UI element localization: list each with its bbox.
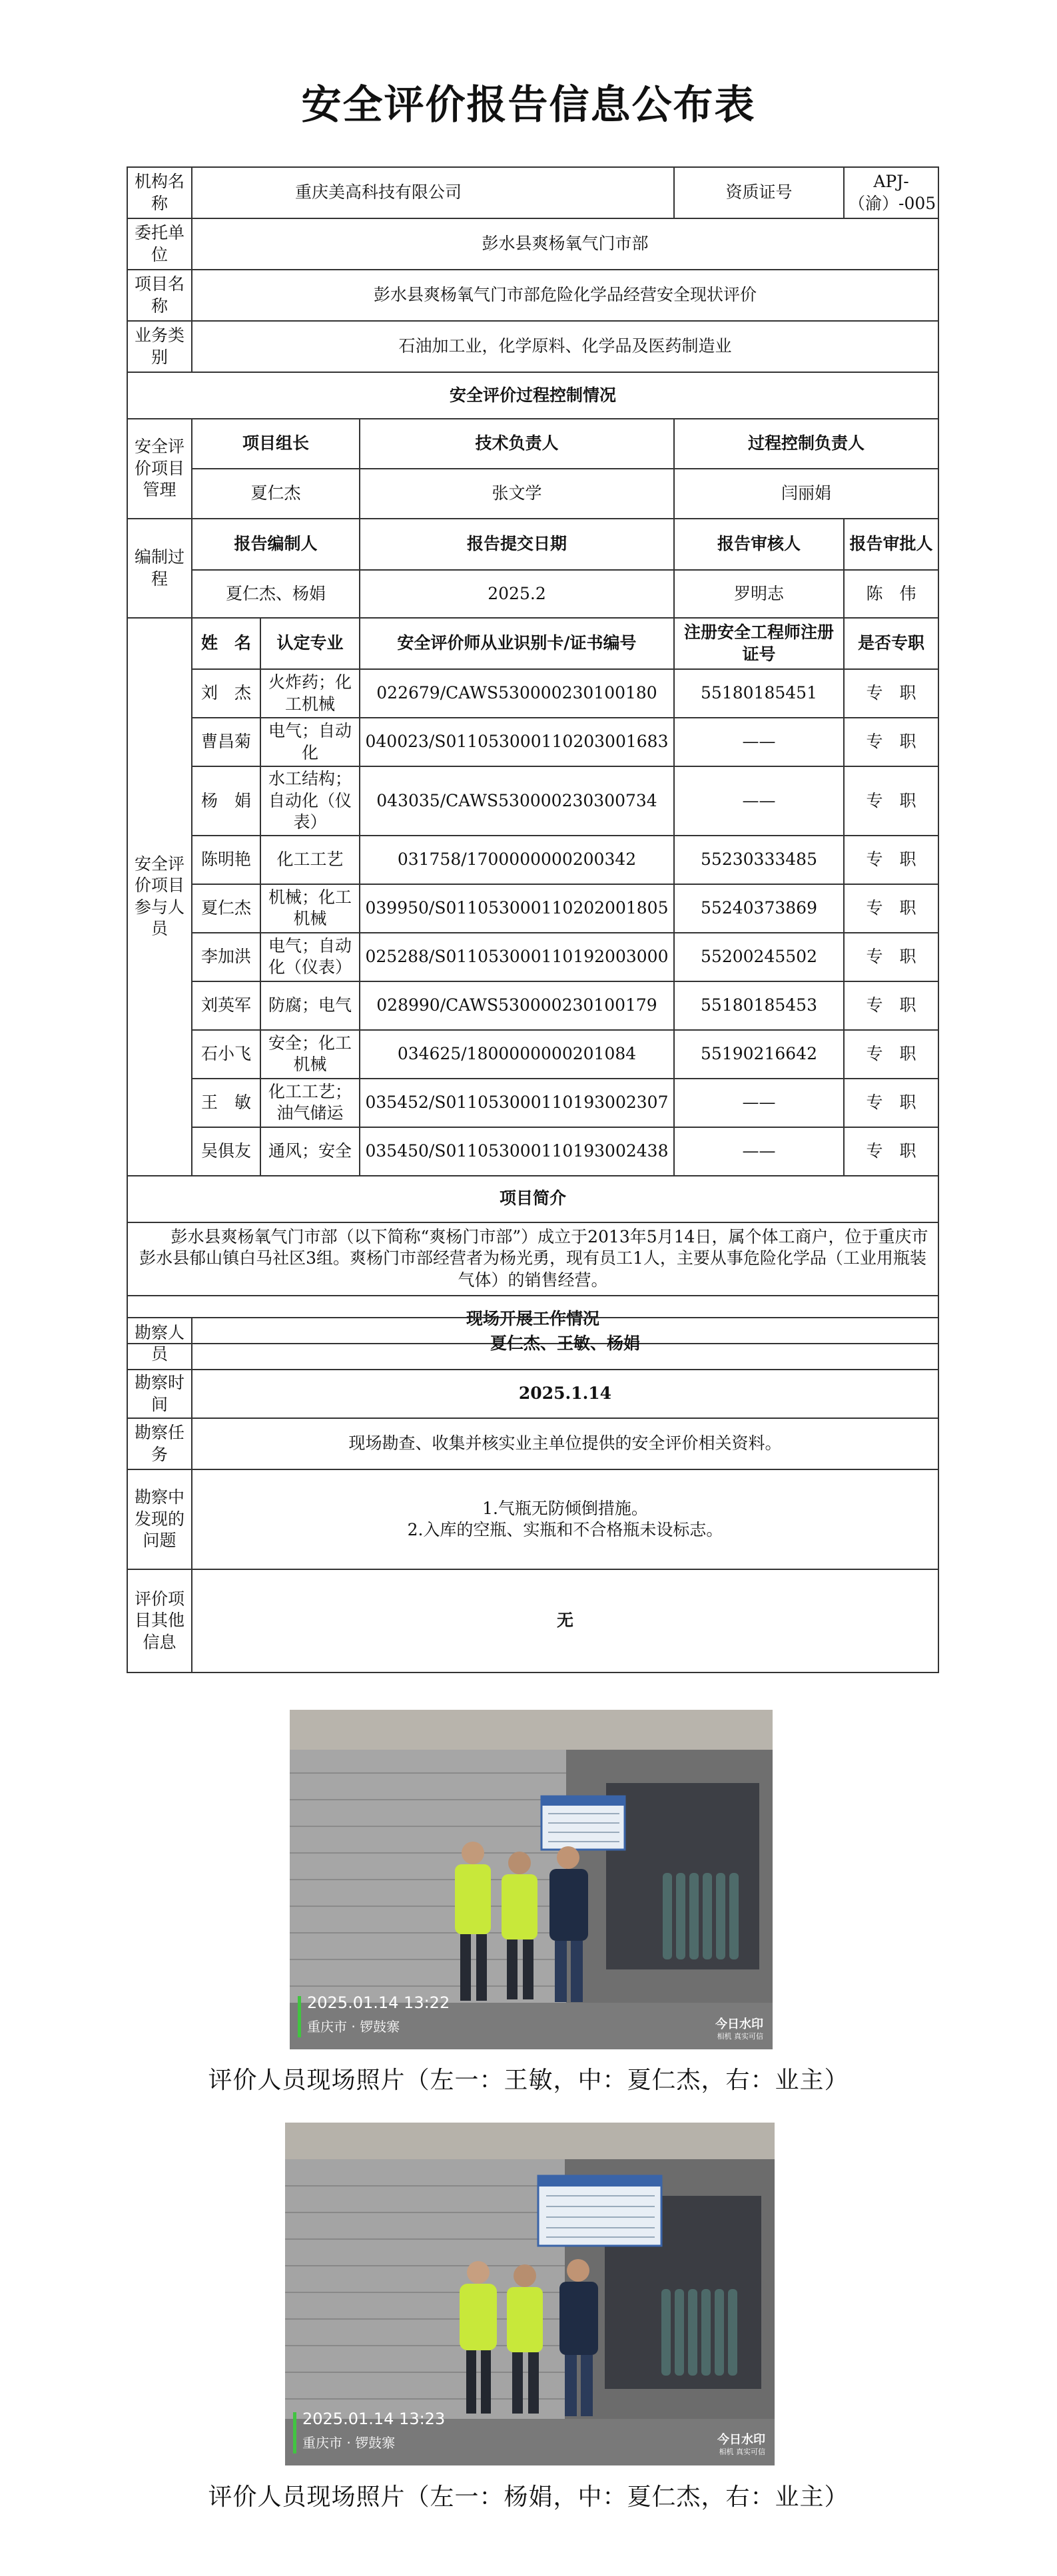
info-table — [127, 166, 939, 1344]
photo-watermark-sub: 相机 真实可信 — [719, 2447, 765, 2456]
staff-name: 石小飞 — [192, 1030, 260, 1079]
staff-reg: —— — [674, 718, 844, 766]
business-value: 石油加工业，化学原料、化学品及医药制造业 — [192, 321, 938, 372]
compile-header-reviewer: 报告审核人 — [674, 519, 844, 570]
org-name: 重庆美高科技有限公司 — [192, 167, 674, 218]
staff-reg: 55230333485 — [674, 836, 844, 884]
photo-watermark-sub: 相机 真实可信 — [717, 2032, 763, 2041]
org-label: 机构名称 — [127, 167, 192, 218]
staff-cert: 035450/S011053000110193002438 — [360, 1127, 674, 1176]
intro-header: 项目简介 — [127, 1176, 938, 1222]
compile-header-date: 报告提交日期 — [360, 519, 674, 570]
compile-header-approver: 报告审批人 — [844, 519, 938, 570]
mgmt-leader: 夏仁杰 — [192, 469, 360, 519]
staff-reg: 55200245502 — [674, 933, 844, 981]
survey-issues-label: 勘察中发现的问题 — [127, 1469, 192, 1569]
client-label: 委托单位 — [127, 218, 192, 270]
mgmt-tech: 张文学 — [360, 469, 674, 519]
staff-header-cert: 安全评价师从业识别卡/证书编号 — [360, 618, 674, 669]
staff-reg: —— — [674, 1127, 844, 1176]
survey-other-label: 评价项目其他信息 — [127, 1569, 192, 1673]
mgmt-header-leader: 项目组长 — [192, 419, 360, 469]
staff-major: 机械；化工机械 — [260, 884, 360, 933]
staff-cert: 043035/CAWS530000230300734 — [360, 766, 674, 836]
compile-author: 夏仁杰、杨娟 — [192, 570, 360, 618]
business-label: 业务类别 — [127, 321, 192, 372]
process-header: 安全评价过程控制情况 — [127, 372, 938, 419]
survey-task: 现场勘查、收集并核实业主单位提供的安全评价相关资料。 — [192, 1418, 938, 1469]
staff-cert: 025288/S011053000110192003000 — [360, 933, 674, 981]
staff-major: 化工工艺 — [260, 836, 360, 884]
staff-name: 吴俱友 — [192, 1127, 260, 1176]
compile-label: 编制过程 — [127, 519, 192, 618]
compile-approver: 陈 伟 — [844, 570, 938, 618]
project-label: 项目名称 — [127, 270, 192, 321]
staff-reg: —— — [674, 766, 844, 836]
staff-fulltime: 专 职 — [844, 933, 938, 981]
compile-header-author: 报告编制人 — [192, 519, 360, 570]
staff-label: 安全评价项目参与人员 — [127, 618, 192, 1176]
staff-header-reg: 注册安全工程师注册证号 — [674, 618, 844, 669]
cert-label: 资质证号 — [674, 167, 844, 218]
staff-name: 杨 娟 — [192, 766, 260, 836]
survey-table — [127, 1317, 939, 1673]
staff-name: 李加洪 — [192, 933, 260, 981]
cert-value: APJ-（渝）-005 — [844, 167, 938, 218]
staff-cert: 031758/1700000000200342 — [360, 836, 674, 884]
list-item: 1.气瓶无防倾倒措施。 — [482, 1498, 648, 1518]
staff-name: 夏仁杰 — [192, 884, 260, 933]
table-row — [127, 766, 938, 836]
staff-fulltime: 专 职 — [844, 1030, 938, 1079]
mgmt-header-process: 过程控制负责人 — [674, 419, 938, 469]
table-row — [127, 1127, 938, 1176]
staff-header-fulltime: 是否专职 — [844, 618, 938, 669]
table-row — [127, 836, 938, 884]
staff-cert: 039950/S011053000110202001805 — [360, 884, 674, 933]
client-value: 彭水县爽杨氧气门市部 — [192, 218, 938, 270]
photo-location: 重庆市 · 锣鼓寨 — [307, 2019, 400, 2035]
staff-header-major: 认定专业 — [260, 618, 360, 669]
staff-name: 刘 杰 — [192, 669, 260, 718]
compile-reviewer: 罗明志 — [674, 570, 844, 618]
survey-task-label: 勘察任务 — [127, 1418, 192, 1469]
staff-reg: 55240373869 — [674, 884, 844, 933]
mgmt-header-tech: 技术负责人 — [360, 419, 674, 469]
staff-fulltime: 专 职 — [844, 1079, 938, 1127]
table-row — [127, 981, 938, 1030]
site-photo-2 — [285, 2123, 775, 2465]
staff-cert: 022679/CAWS530000230100180 — [360, 669, 674, 718]
staff-name: 曹昌菊 — [192, 718, 260, 766]
staff-major: 火炸药；化工机械 — [260, 669, 360, 718]
staff-fulltime: 专 职 — [844, 766, 938, 836]
staff-cert: 040023/S011053000110203001683 — [360, 718, 674, 766]
staff-cert: 035452/S011053000110193002307 — [360, 1079, 674, 1127]
staff-fulltime: 专 职 — [844, 981, 938, 1030]
staff-fulltime: 专 职 — [844, 669, 938, 718]
table-row — [127, 933, 938, 981]
photo-watermark: 今日水印 — [717, 2433, 765, 2447]
survey-people: 夏仁杰、王敏、杨娟 — [192, 1318, 938, 1370]
staff-reg: 55180185453 — [674, 981, 844, 1030]
compile-date: 2025.2 — [360, 570, 674, 618]
staff-fulltime: 专 职 — [844, 884, 938, 933]
management-label: 安全评价项目管理 — [127, 419, 192, 519]
table-row — [127, 884, 938, 933]
staff-name: 王 敏 — [192, 1079, 260, 1127]
survey-issues — [192, 1469, 938, 1569]
staff-reg: 55190216642 — [674, 1030, 844, 1079]
table-row — [127, 669, 938, 718]
staff-major: 电气；自动化 — [260, 718, 360, 766]
intro-text: 彭水县爽杨氧气门市部（以下简称“爽杨门市部”）成立于2013年5月14日，属个体工商户，位于重庆市彭水县郁山镇白马社区3组。爽杨门市部经营者为杨光勇，现有员工1人，主要从事危险化学品（工业用瓶装气体）的销售经营。 — [127, 1222, 938, 1296]
table-row — [127, 718, 938, 766]
staff-name: 陈明艳 — [192, 836, 260, 884]
photo-timestamp: 2025.01.14 13:22 — [307, 1993, 450, 2012]
staff-header-name: 姓 名 — [192, 618, 260, 669]
staff-cert: 028990/CAWS530000230100179 — [360, 981, 674, 1030]
staff-major: 防腐；电气 — [260, 981, 360, 1030]
staff-fulltime: 专 职 — [844, 1127, 938, 1176]
survey-people-label: 勘察人员 — [127, 1318, 192, 1370]
photo-watermark: 今日水印 — [715, 2017, 763, 2031]
staff-major: 化工工艺；油气储运 — [260, 1079, 360, 1127]
table-row — [127, 1079, 938, 1127]
staff-name: 刘英军 — [192, 981, 260, 1030]
survey-time-label: 勘察时间 — [127, 1370, 192, 1418]
staff-fulltime: 专 职 — [844, 718, 938, 766]
field-header: 现场开展工作情况 — [127, 1296, 938, 1344]
staff-major: 安全；化工机械 — [260, 1030, 360, 1079]
site-photo-1 — [290, 1710, 773, 2049]
list-item: 2.入库的空瓶、实瓶和不合格瓶未设标志。 — [407, 1520, 723, 1539]
photo-caption-1: 评价人员现场照片（左一：王敏，中：夏仁杰，右：业主） — [208, 2067, 849, 2094]
survey-time: 2025.1.14 — [192, 1370, 938, 1418]
mgmt-process: 闫丽娟 — [674, 469, 938, 519]
staff-major: 通风；安全 — [260, 1127, 360, 1176]
survey-other: 无 — [192, 1569, 938, 1673]
photo-caption-2: 评价人员现场照片（左一：杨娟，中：夏仁杰，右：业主） — [208, 2483, 849, 2511]
photo-location: 重庆市 · 锣鼓寨 — [302, 2435, 396, 2451]
staff-reg: —— — [674, 1079, 844, 1127]
staff-major: 电气；自动化（仪表） — [260, 933, 360, 981]
staff-major: 水工结构；自动化（仪表） — [260, 766, 360, 836]
photo-timestamp: 2025.01.14 13:23 — [302, 2410, 446, 2428]
project-value: 彭水县爽杨氧气门市部危险化学品经营安全现状评价 — [192, 270, 938, 321]
staff-cert: 034625/1800000000201084 — [360, 1030, 674, 1079]
table-row — [127, 1030, 938, 1079]
staff-reg: 55180185451 — [674, 669, 844, 718]
page-title: 安全评价报告信息公布表 — [301, 82, 756, 129]
staff-fulltime: 专 职 — [844, 836, 938, 884]
